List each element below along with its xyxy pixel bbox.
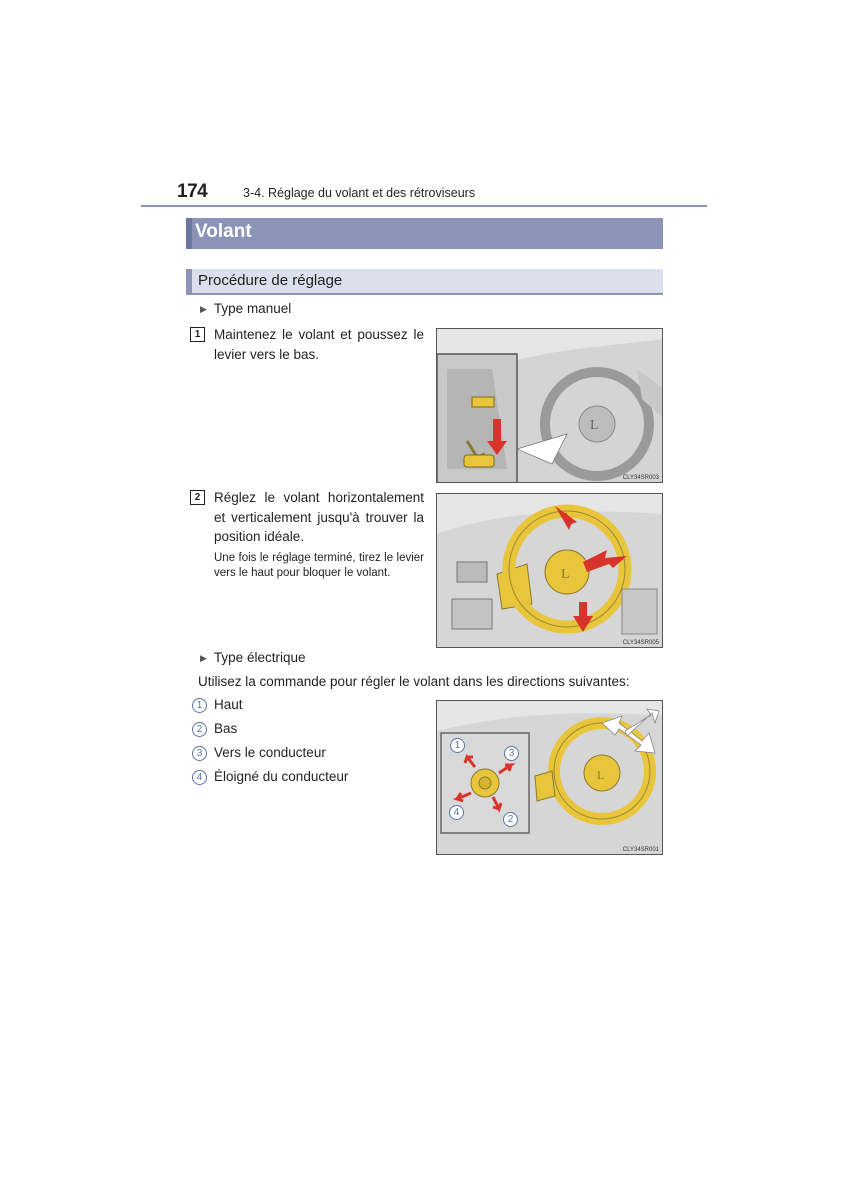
callout-1: 1 (450, 738, 465, 753)
direction-3-label: Vers le conducteur (214, 745, 326, 760)
power-switch-figure (436, 700, 663, 855)
figure-2-code: CLY34SR005 (622, 640, 659, 646)
section-title-bar (186, 218, 663, 249)
direction-3-marker: 3 (192, 746, 207, 761)
section-title: Volant (195, 221, 252, 242)
subsection-title-bar (186, 269, 663, 295)
svg-text:L: L (590, 418, 599, 433)
chapter-title: 3-4. Réglage du volant et des rétroviseurs (243, 186, 476, 200)
step-1-badge: 1 (190, 327, 205, 342)
figure-1-code: CLY34SR003 (622, 475, 659, 481)
figure-3-code: CLY34SR001 (622, 847, 659, 853)
lever-figure (436, 328, 663, 483)
svg-text:L: L (561, 567, 570, 582)
step-1-text: Maintenez le volant et poussez le levier vers le bas. (214, 327, 424, 362)
direction-4-marker: 4 (192, 770, 207, 785)
callout-2: 2 (503, 812, 518, 827)
step-2-note: Une fois le réglage terminé, tirez le levier vers le haut pour bloquer le volant. (214, 552, 424, 579)
direction-4-label: Éloigné du conducteur (214, 769, 349, 784)
triangle-bullet-icon: ▶ (200, 304, 207, 314)
manual-type-heading (200, 301, 291, 316)
step-2-text: Réglez le volant horizontalement et verticalement jusqu'à trouver la position idéale. (214, 490, 424, 544)
direction-1-marker: 1 (192, 698, 207, 713)
electric-type-label: Type électrique (213, 650, 306, 665)
header-divider (141, 205, 707, 207)
electric-intro: Utilisez la commande pour régler le volant dans les directions suivantes: (198, 674, 630, 689)
callout-3: 3 (504, 746, 519, 761)
direction-2-marker: 2 (192, 722, 207, 737)
manual-type-label: Type manuel (213, 301, 292, 316)
svg-text:L: L (597, 768, 605, 782)
page-number: 174 (177, 181, 208, 202)
direction-1-label: Haut (214, 697, 243, 712)
electric-type-heading (200, 650, 305, 665)
adjustment-figure (436, 493, 663, 648)
direction-2-label: Bas (214, 721, 238, 736)
step-2-badge: 2 (190, 490, 205, 505)
triangle-bullet-icon: ▶ (200, 653, 207, 663)
callout-4: 4 (449, 805, 464, 820)
subsection-title: Procédure de réglage (198, 272, 343, 289)
